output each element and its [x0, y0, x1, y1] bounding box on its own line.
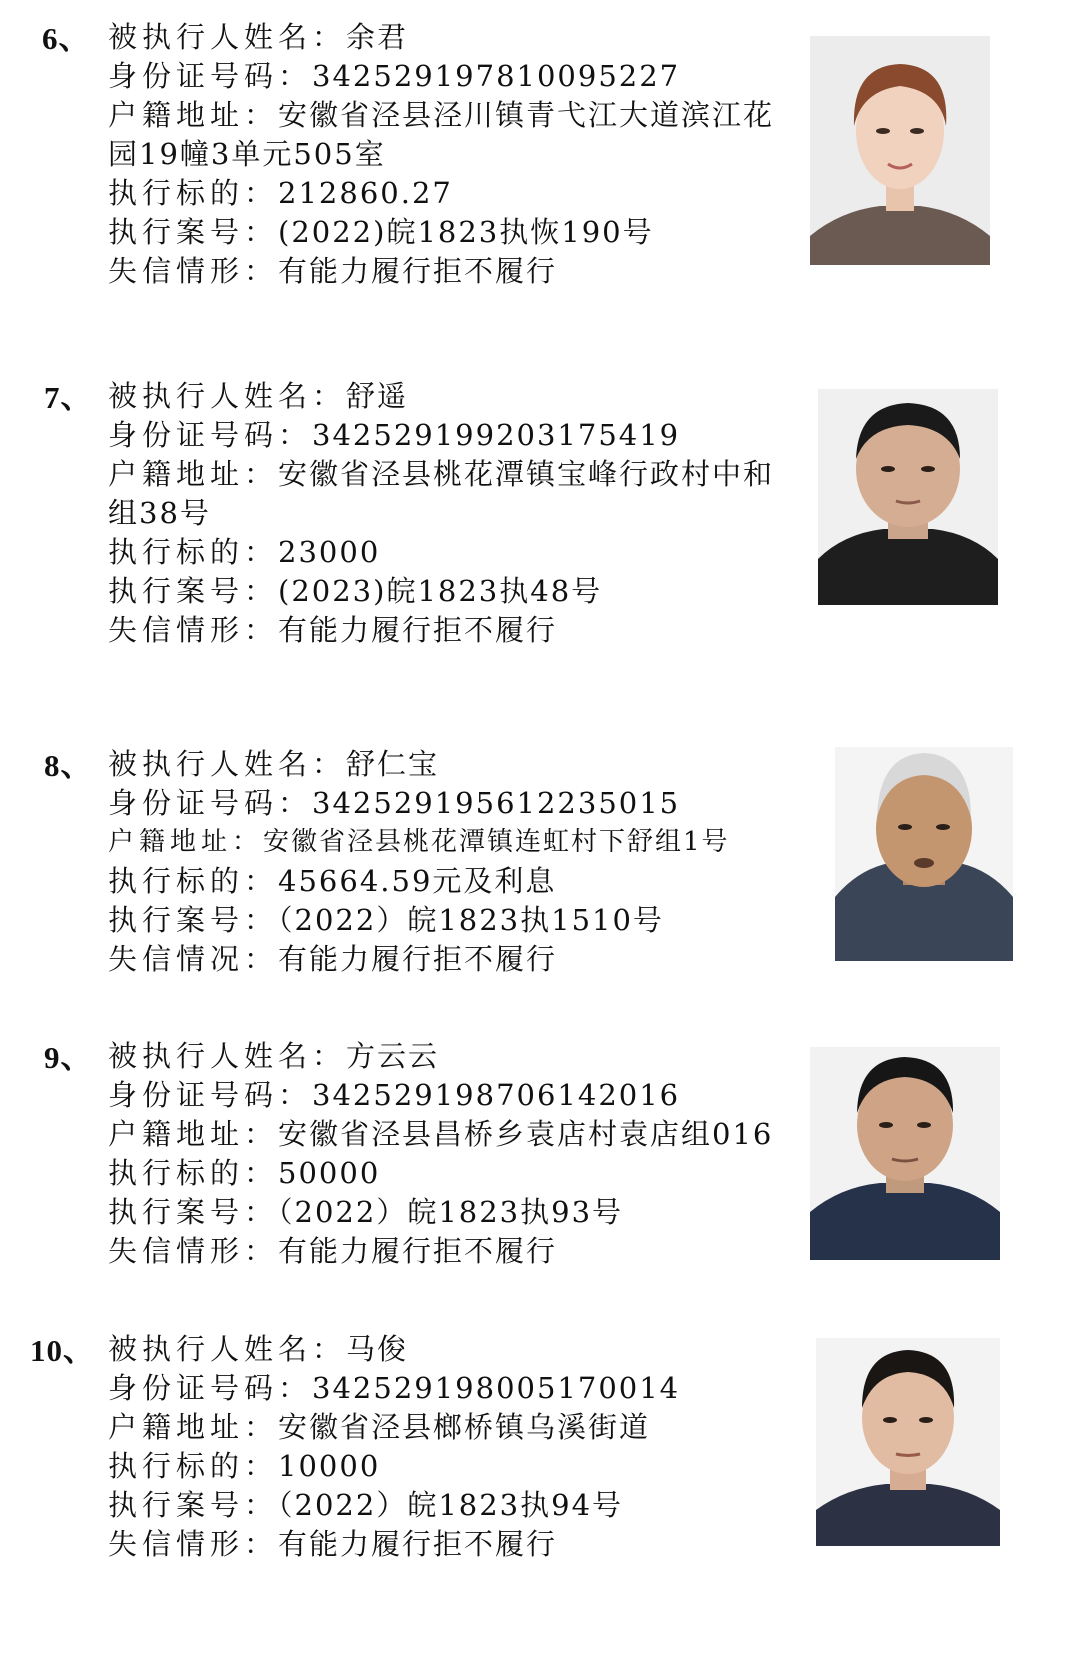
case-label: 执行案号： — [108, 215, 279, 249]
portrait-placeholder-icon — [810, 36, 990, 265]
address-label: 户籍地址： — [108, 98, 279, 132]
target-line — [108, 174, 798, 213]
id-number: 342529198706142016 — [312, 1078, 681, 1112]
address-value: 安徽省泾县榔桥镇乌溪街道 — [278, 1410, 651, 1444]
id-line — [108, 1076, 798, 1115]
target-label: 执行标的： — [108, 1156, 279, 1190]
case-line — [108, 1193, 798, 1232]
person-photo — [810, 36, 990, 265]
case-label: 执行案号： — [108, 1488, 279, 1522]
id-label: 身份证号码： — [108, 59, 313, 93]
person-name: 舒仁宝 — [346, 747, 440, 781]
target-label: 执行标的： — [108, 535, 279, 569]
id-label: 身份证号码： — [108, 1371, 313, 1405]
name-line — [108, 1037, 798, 1076]
target-value: 50000 — [278, 1156, 381, 1190]
case-line — [108, 1486, 798, 1525]
case-line — [108, 572, 798, 611]
name-label: 被执行人姓名： — [108, 1332, 347, 1366]
person-name: 方云云 — [346, 1039, 440, 1073]
portrait-placeholder-icon — [816, 1338, 1000, 1546]
id-line — [108, 57, 798, 96]
address-label: 户籍地址： — [108, 457, 279, 491]
status-value: 有能力履行拒不履行 — [278, 1234, 558, 1268]
status-line — [108, 252, 798, 291]
status-label: 失信情形： — [108, 254, 279, 288]
address-line — [108, 823, 798, 862]
status-label: 失信情形： — [108, 1527, 279, 1561]
status-label: 失信情况： — [108, 942, 279, 976]
person-photo — [818, 389, 998, 605]
portrait-placeholder-icon — [818, 389, 998, 605]
target-value: 212860.27 — [278, 176, 453, 210]
person-photo — [835, 747, 1013, 961]
address-label: 户籍地址： — [108, 1117, 279, 1151]
name-label: 被执行人姓名： — [108, 20, 347, 54]
id-line — [108, 416, 798, 455]
case-label: 执行案号： — [108, 903, 279, 937]
entry-number: 8、 — [44, 748, 93, 783]
status-line — [108, 940, 798, 979]
status-line — [108, 1232, 798, 1271]
person-name: 马俊 — [346, 1332, 409, 1366]
address-value: 安徽省泾县桃花潭镇连虹村下舒组1号 — [263, 827, 730, 857]
entry-details — [108, 377, 798, 650]
case-value: (2023)皖1823执48号 — [278, 574, 603, 608]
id-number: 342529198005170014 — [312, 1371, 681, 1405]
id-label: 身份证号码： — [108, 1078, 313, 1112]
address-label: 户籍地址： — [108, 1410, 279, 1444]
name-line — [108, 18, 798, 57]
id-line — [108, 1369, 798, 1408]
status-line — [108, 611, 798, 650]
status-value: 有能力履行拒不履行 — [278, 1527, 558, 1561]
address-value: 安徽省泾县昌桥乡袁店村袁店组016 — [278, 1117, 774, 1151]
case-value: （2022）皖1823执94号 — [278, 1488, 624, 1522]
entry-details — [108, 1330, 798, 1564]
name-line — [108, 745, 798, 784]
target-line — [108, 862, 798, 901]
case-label: 执行案号： — [108, 1195, 279, 1229]
entry-number: 10、 — [30, 1333, 95, 1368]
case-value: （2022）皖1823执93号 — [278, 1195, 624, 1229]
target-label: 执行标的： — [108, 864, 279, 898]
entry-number: 7、 — [44, 380, 93, 415]
entry-details — [108, 745, 798, 979]
case-value: （2022）皖1823执1510号 — [278, 903, 664, 937]
name-label: 被执行人姓名： — [108, 747, 347, 781]
case-value: (2022)皖1823执恢190号 — [278, 215, 654, 249]
address-label: 户籍地址： — [108, 827, 264, 857]
person-name: 舒遥 — [346, 379, 409, 413]
status-value: 有能力履行拒不履行 — [278, 613, 558, 647]
person-photo — [810, 1047, 1000, 1260]
person-name: 余君 — [346, 20, 409, 54]
address-line — [108, 1115, 798, 1154]
address-line — [108, 455, 788, 533]
status-line — [108, 1525, 798, 1564]
status-value: 有能力履行拒不履行 — [278, 254, 558, 288]
id-number: 342529199203175419 — [312, 418, 681, 452]
status-label: 失信情形： — [108, 613, 279, 647]
target-value: 45664.59元及利息 — [278, 864, 557, 898]
address-line — [108, 1408, 798, 1447]
address-value: 安徽省泾县泾川镇青弋江大道滨江花园19幢3单元505室 — [108, 98, 775, 171]
name-line — [108, 1330, 798, 1369]
status-value: 有能力履行拒不履行 — [278, 942, 558, 976]
portrait-placeholder-icon — [835, 747, 1013, 961]
id-line — [108, 784, 798, 823]
portrait-placeholder-icon — [810, 1047, 1000, 1260]
target-label: 执行标的： — [108, 176, 279, 210]
name-line — [108, 377, 798, 416]
case-label: 执行案号： — [108, 574, 279, 608]
target-label: 执行标的： — [108, 1449, 279, 1483]
address-line — [108, 96, 788, 174]
name-label: 被执行人姓名： — [108, 379, 347, 413]
entry-number: 9、 — [44, 1040, 93, 1075]
case-line — [108, 213, 798, 252]
target-line — [108, 533, 798, 572]
target-line — [108, 1154, 798, 1193]
address-value: 安徽省泾县桃花潭镇宝峰行政村中和组38号 — [108, 457, 775, 530]
id-label: 身份证号码： — [108, 418, 313, 452]
id-number: 342529195612235015 — [312, 786, 681, 820]
entry-details — [108, 1037, 798, 1271]
entry-details — [108, 18, 798, 291]
id-number: 342529197810095227 — [312, 59, 681, 93]
target-line — [108, 1447, 798, 1486]
case-line — [108, 901, 798, 940]
person-photo — [816, 1338, 1000, 1546]
target-value: 10000 — [278, 1449, 381, 1483]
id-label: 身份证号码： — [108, 786, 313, 820]
name-label: 被执行人姓名： — [108, 1039, 347, 1073]
entry-number: 6、 — [42, 21, 91, 56]
status-label: 失信情形： — [108, 1234, 279, 1268]
target-value: 23000 — [278, 535, 381, 569]
